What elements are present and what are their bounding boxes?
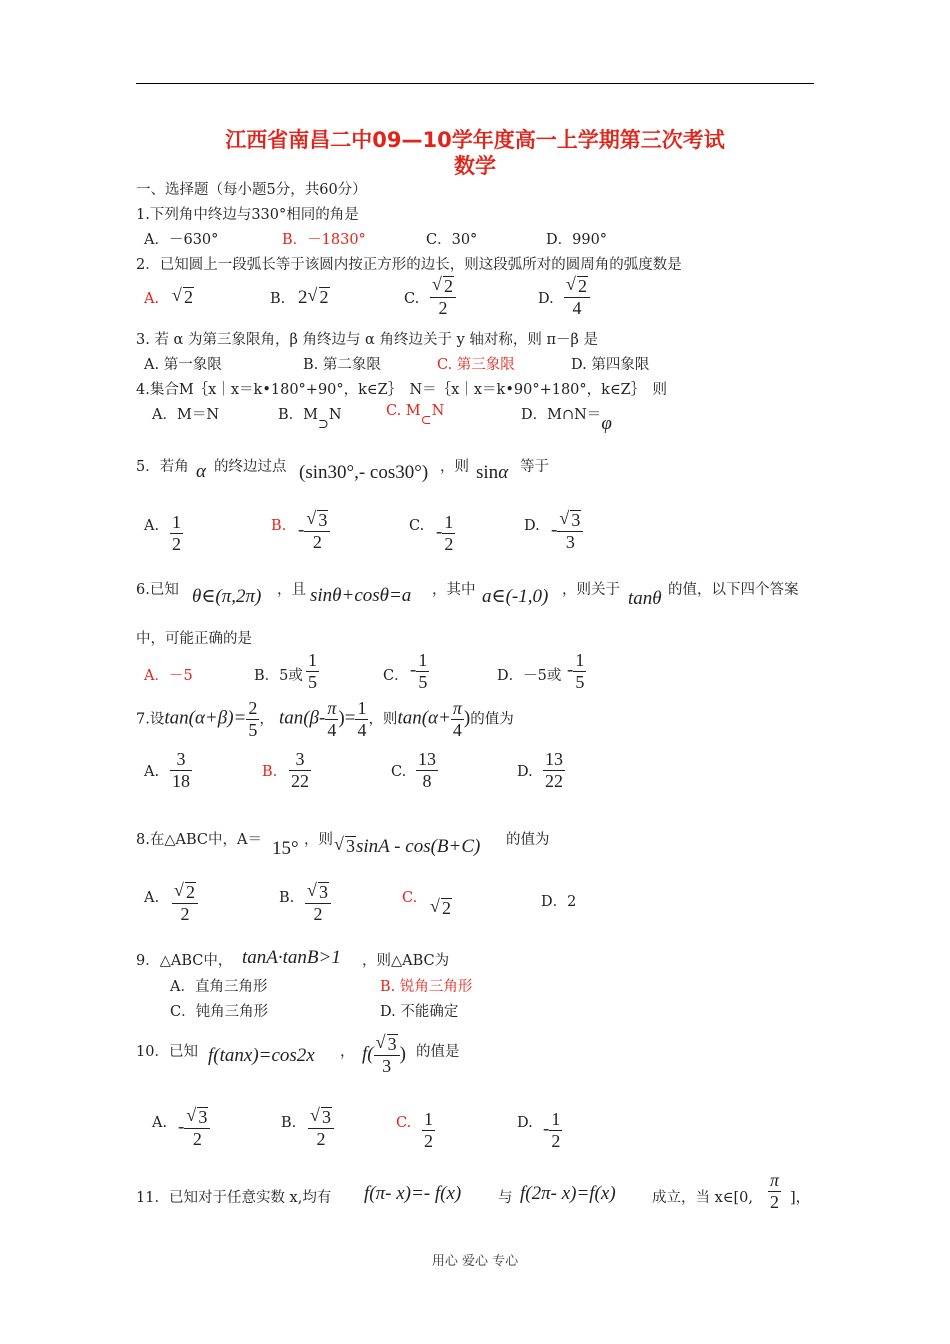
- q6-line2: 中，可能正确的是: [136, 631, 252, 647]
- q1-option-c: C．30°: [426, 232, 478, 248]
- q6-cond-sum: sinθ+cosθ=a: [310, 585, 412, 606]
- q5-point: (sin30°,- cos30°): [299, 462, 429, 483]
- q5-sin-alpha: sinα: [476, 462, 509, 483]
- q9-option-c: C．钝角三角形: [170, 1004, 269, 1020]
- q8-option-b-value: √ $\frac{3}{2}$: [305, 882, 331, 924]
- q2-option-a-label: A.: [144, 291, 160, 307]
- q6-and: ，且: [277, 582, 306, 598]
- q11-tail: 成立，当 x∈[0,: [652, 1190, 754, 1206]
- q5-option-b-label: B.: [271, 518, 287, 534]
- q8-expression: √ 3sinA - cos(B+C): [334, 836, 480, 858]
- q4-option-c: C. M⊂N: [386, 403, 445, 428]
- q8-option-d: D．2: [541, 894, 577, 910]
- q10-target: f( √ $\frac{3}{3}$ ): [362, 1034, 406, 1076]
- q9-prefix: 9．△ABC中，: [136, 953, 233, 969]
- q8-option-c-label: C.: [402, 890, 418, 906]
- q4-option-a: A．M＝N: [152, 407, 220, 423]
- q5-mid: 的终边过点: [214, 459, 287, 475]
- q10-definition: f(tanx)=cos2x: [208, 1045, 315, 1066]
- q10-option-b-value: √ $\frac{3}{2}$: [308, 1107, 334, 1149]
- q8-option-b-label: B.: [279, 890, 295, 906]
- q5-option-d-label: D.: [524, 518, 540, 534]
- q7-option-b-label: B.: [262, 764, 278, 780]
- q6-tan-theta: tanθ: [628, 588, 662, 609]
- q2-option-c-value: √ $\frac{2}{2}$: [430, 276, 456, 318]
- q6-option-b-label: B．5或: [254, 668, 303, 684]
- q4-stem: 4.集合M｛x｜x＝k•180°+90°，k∈Z｝ N＝｛x｜x＝k•90°+180°，k∈Z｝ 则: [136, 382, 667, 398]
- q6-cond-a: a∈(-1,0): [482, 586, 549, 607]
- q1-option-a: A．－630°: [144, 232, 219, 248]
- q6-option-c-label: C．: [383, 668, 409, 684]
- q8-option-c-value: √ 2: [430, 898, 452, 919]
- q7-option-b-value: $\frac{3}{22}$: [291, 749, 309, 791]
- q5-alpha: α: [196, 461, 206, 482]
- section-heading: 一、选择题（每小题5分，共60分）: [136, 182, 367, 198]
- q9-option-a: A．直角三角形: [170, 979, 268, 995]
- page-footer: 用心 爱心 专心: [431, 1254, 519, 1269]
- q6-option-d-value: - $\frac{1}{5}$: [567, 650, 585, 692]
- q7-option-a-label: A.: [144, 764, 160, 780]
- exam-subject: 数学: [454, 154, 496, 178]
- q9-expression: tanA·tanB>1: [242, 947, 341, 968]
- q6-option-c-value: - $\frac{1}{5}$: [410, 650, 428, 692]
- q1-option-d: D．990°: [546, 232, 608, 248]
- q9-tail: ，则△ABC为: [362, 953, 450, 969]
- q8-tail: 的值为: [506, 832, 550, 848]
- q5-option-d-value: - √ $\frac{3}{3}$: [551, 510, 583, 552]
- q7-option-a-value: $\frac{3}{18}$: [172, 749, 190, 791]
- q10-tail: 的值是: [416, 1044, 460, 1060]
- q10-option-a-label: A.: [152, 1115, 168, 1131]
- q3-option-d: D. 第四象限: [571, 357, 650, 373]
- q2-option-d-value: √ $\frac{2}{4}$: [564, 276, 590, 318]
- q5-prefix: 5．若角: [136, 459, 189, 475]
- q5-option-b-value: - √ $\frac{3}{2}$: [298, 510, 330, 552]
- q11-close: ]，: [790, 1190, 811, 1206]
- q7-option-d-label: D.: [517, 764, 533, 780]
- q4-option-d: D．M∩N＝φ: [521, 407, 612, 434]
- q2-stem: 2．已知圆上一段弧长等于该圆内按正方形的边长，则这段弧所对的圆周角的弧度数是: [136, 257, 682, 273]
- q6-then: ，则关于: [562, 582, 620, 598]
- q6-option-d-label: D．－5或: [497, 668, 562, 684]
- q3-option-a: A. 第一象限: [144, 357, 222, 373]
- q7-stem: 7.设tan(α+β)= $\frac{2}{5}$ ， tan(β- $\frac{\pi}{4}$ )= $\frac{1}{4}$ ，则tan(α+ $\frac{\pi}{4}$ )的值为: [136, 698, 514, 740]
- q5-then: ，则: [440, 459, 469, 475]
- q11-prefix: 11．已知对于任意实数 x,均有: [136, 1190, 332, 1206]
- q5-option-a-value: $\frac{1}{2}$: [172, 512, 181, 554]
- q11-condition-1: f(π- x)=- f(x): [364, 1183, 462, 1204]
- q7-option-d-value: $\frac{13}{22}$: [545, 749, 563, 791]
- exam-title: 江西省南昌二中09—10学年度高一上学期第三次考试: [225, 128, 725, 152]
- q6-option-b-value: $\frac{1}{5}$: [308, 650, 317, 692]
- q10-option-d-label: D.: [517, 1115, 533, 1131]
- q5-option-c-label: C.: [409, 518, 425, 534]
- q7-option-c-value: $\frac{13}{8}$: [418, 749, 436, 791]
- q2-option-d-label: D.: [538, 291, 554, 307]
- q5-option-c-value: - $\frac{1}{2}$: [436, 512, 454, 554]
- q9-option-b: B. 锐角三角形: [380, 979, 473, 995]
- q8-option-a-value: √ $\frac{2}{2}$: [172, 882, 198, 924]
- q6-where: ，其中: [432, 582, 476, 598]
- q3-stem: 3. 若 α 为第三象限角，β 角终边与 α 角终边关于 y 轴对称，则 π－β 是: [136, 332, 598, 348]
- q5-option-a-label: A.: [144, 518, 160, 534]
- q10-comma: ，: [340, 1044, 355, 1060]
- q2-option-c-label: C.: [404, 291, 420, 307]
- q3-option-c: C. 第三象限: [437, 357, 515, 373]
- q10-prefix: 10．已知: [136, 1044, 198, 1060]
- q8-option-a-label: A.: [144, 890, 160, 906]
- q10-option-b-label: B.: [281, 1115, 297, 1131]
- q6-prefix: 6.已知: [136, 582, 179, 598]
- q11-condition-2: f(2π- x)=f(x): [520, 1183, 616, 1204]
- q11-interval-end: $\frac{\pi}{2}$: [770, 1170, 780, 1212]
- q2-option-a-value: √ 2: [172, 287, 194, 308]
- q1-stem: 1.下列角中终边与330°相同的角是: [136, 207, 359, 223]
- q10-option-a-value: - √ $\frac{3}{2}$: [178, 1107, 210, 1149]
- q5-tail: 等于: [520, 459, 549, 475]
- q2-option-b-label: B.: [270, 291, 286, 307]
- header-rule: [136, 83, 814, 84]
- q10-option-c-label: C.: [396, 1115, 412, 1131]
- q6-option-a: A．－5: [144, 668, 193, 684]
- q3-option-b: B. 第二象限: [303, 357, 381, 373]
- q4-option-b: B．M⊃N: [278, 407, 342, 432]
- q2-option-b-value: 2√ 2: [298, 287, 330, 309]
- q1-option-b: B．－1830°: [282, 232, 366, 248]
- q11-and: 与: [498, 1190, 513, 1206]
- q7-option-c-label: C.: [391, 764, 407, 780]
- q8-then: ，则: [304, 832, 333, 848]
- q8-prefix: 8.在△ABC中，A＝: [136, 832, 262, 848]
- q9-option-d: D. 不能确定: [380, 1004, 459, 1020]
- q6-cond-theta: θ∈(π,2π): [192, 586, 262, 607]
- q10-option-d-value: - $\frac{1}{2}$: [543, 1109, 561, 1151]
- q6-tail: 的值，以下四个答案: [668, 582, 799, 598]
- q8-angle: 15°: [272, 838, 299, 859]
- q10-option-c-value: $\frac{1}{2}$: [424, 1109, 433, 1151]
